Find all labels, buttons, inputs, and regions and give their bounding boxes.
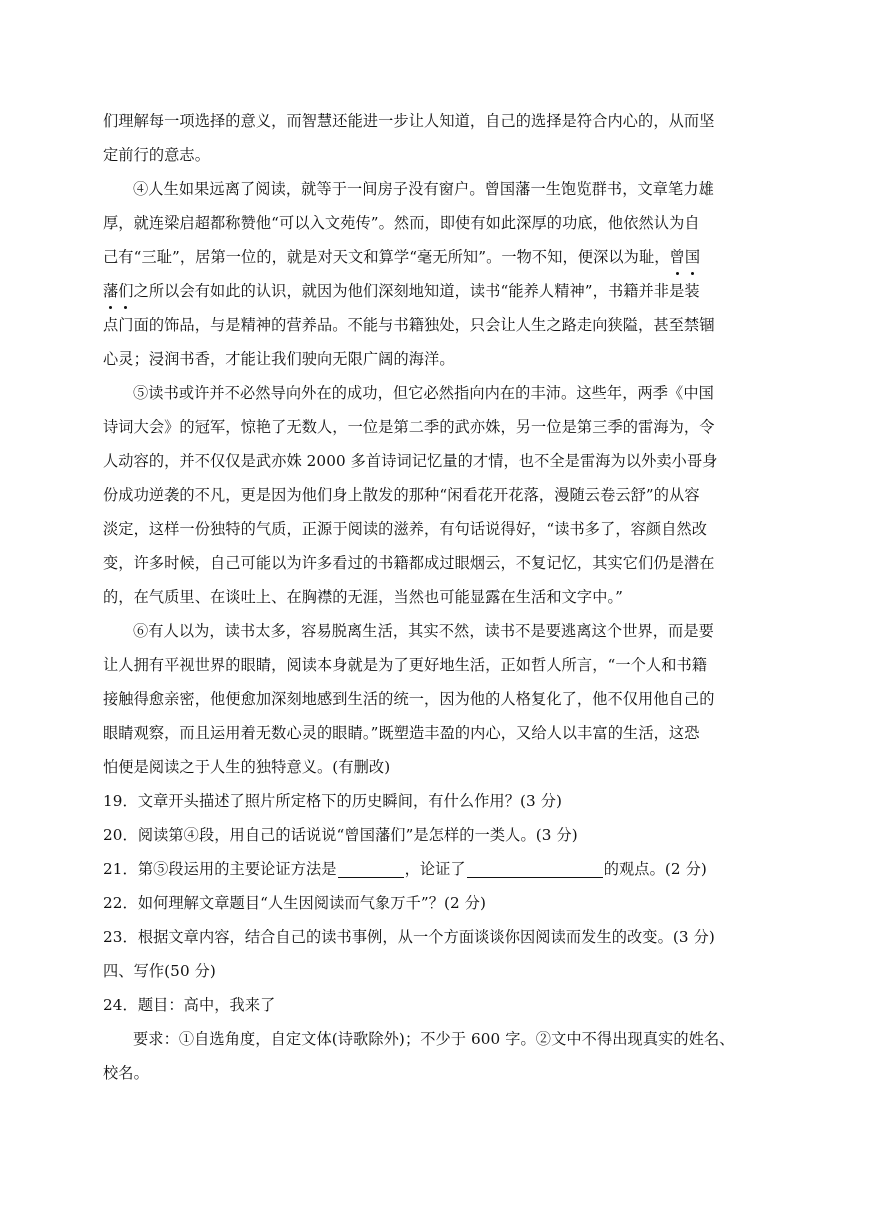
paragraph-6-line: ⑥有人以为，读书太多，容易脱离生活，其实不然，读书不是要逃离这个世界，而是要 <box>133 622 714 640</box>
section-title-writing: 四、写作(50 分) <box>103 962 216 980</box>
paragraph-4-line <box>103 274 763 308</box>
paragraph-6-line: 怕便是阅读之于人生的独特意义。(有删改) <box>103 758 391 776</box>
paragraph-5-line: 变，许多时候，自己可能以为许多看过的书籍都成过眼烟云，不复记忆，其实它们仍是潜在 <box>103 554 715 572</box>
emphasis-dot-char: 国 <box>685 240 700 274</box>
emphasis-dot-char: 们 <box>118 274 133 308</box>
paragraph-6-line: 让人拥有平视世界的眼睛，阅读本身就是为了更好地生活，正如哲人所言，“一个人和书籍 <box>103 656 708 674</box>
text-line: 定前行的意志。 <box>103 146 211 164</box>
question-21-text: 21．第⑤段运用的主要论证方法是 <box>103 860 337 878</box>
paragraph-4-line: 点门面的饰品，与是精神的营养品。不能与书籍独处，只会让人生之路走向狭隘，甚至禁锢 <box>103 316 715 334</box>
question-23: 23．根据文章内容，结合自己的读书事例，从一个方面谈谈你因阅读而发生的改变。(3 分) <box>103 928 715 946</box>
text-segment: 之所以会有如此的认识，就因为他们深刻地知道，读书“能养人精神”，书籍并非是装 <box>133 282 700 300</box>
text-line: 们理解每一项选择的意义，而智慧还能进一步让人知道，自己的选择是符合内心的，从而坚 <box>103 112 715 130</box>
text-segment: 己有“三耻”，居第一位的，就是对天文和算学“毫无所知”。一物不知，便深以为耻， <box>103 248 670 266</box>
question-19: 19．文章开头描述了照片所定格下的历史瞬间，有什么作用？(3 分) <box>103 792 563 810</box>
paragraph-5-line: 诗词大会》的冠军，惊艳了无数人，一位是第二季的武亦姝，另一位是第三季的雷海为，令 <box>103 418 715 436</box>
emphasis-dotted-text <box>670 248 701 266</box>
question-24: 24．题目：高中，我来了 <box>103 996 276 1014</box>
paragraph-5-line: 的，在气质里、在谈吐上、在胸襟的无涯，当然也可能显露在生活和文字中。” <box>103 588 624 606</box>
paragraph-6-line: 眼睛观察，而且运用着无数心灵的眼睛。”既塑造丰盈的内心，又给人以丰富的生活，这恐 <box>103 724 700 742</box>
question-21-text: 的观点。(2 分) <box>603 860 707 878</box>
paragraph-5-line: 人动容的，并不仅仅是武亦姝 2000 多首诗词记忆量的才情，也不全是雷海为以外卖小哥身 <box>103 452 718 470</box>
paragraph-5-line: ⑤读书或许并不必然导向外在的成功，但它必然指向内在的丰沛。这些年，两季《中国 <box>133 384 714 402</box>
writing-requirements: 校名。 <box>103 1064 149 1082</box>
question-20: 20．阅读第④段，用自己的话说说“曾国藩们”是怎样的一类人。(3 分) <box>103 826 578 844</box>
emphasis-dotted-text <box>103 282 134 300</box>
emphasis-dot-char: 藩 <box>103 274 118 308</box>
emphasis-dot-char: 曾 <box>670 240 685 274</box>
question-22: 22．如何理解文章题目“人生因阅读而气象万千”？(2 分) <box>103 894 487 912</box>
answer-blank-viewpoint[interactable] <box>467 859 603 878</box>
writing-requirements: 要求：①自选角度，自定文体(诗歌除外)；不少于 600 字。②文中不得出现真实的姓名、 <box>133 1030 735 1048</box>
question-21 <box>103 852 763 886</box>
paragraph-5-line: 淡定，这样一份独特的气质，正源于阅读的滋养，有句话说得好，“读书多了，容颜自然改 <box>103 520 708 538</box>
paragraph-4-line <box>103 240 763 274</box>
paragraph-4-line: ④人生如果远离了阅读，就等于一间房子没有窗户。曾国藩一生饱览群书，文章笔力雄 <box>133 180 714 198</box>
paragraph-5-line: 份成功逆袭的不凡，更是因为他们身上散发的那种“闲看花开花落，漫随云卷云舒”的从容 <box>103 486 700 504</box>
paragraph-4-line: 心灵；浸润书香，才能让我们驶向无限广阔的海洋。 <box>103 350 455 368</box>
exam-page <box>103 104 763 1090</box>
answer-blank-method[interactable] <box>338 859 404 878</box>
paragraph-4-line: 厚，就连梁启超都称赞他“可以入文苑传”。然而，即使有如此深厚的功底，他依然认为自 <box>103 214 700 232</box>
question-21-text: ，论证了 <box>404 860 466 878</box>
paragraph-6-line: 接触得愈亲密，他便愈加深刻地感到生活的统一，因为他的人格复化了，他不仅用他自己的 <box>103 690 715 708</box>
